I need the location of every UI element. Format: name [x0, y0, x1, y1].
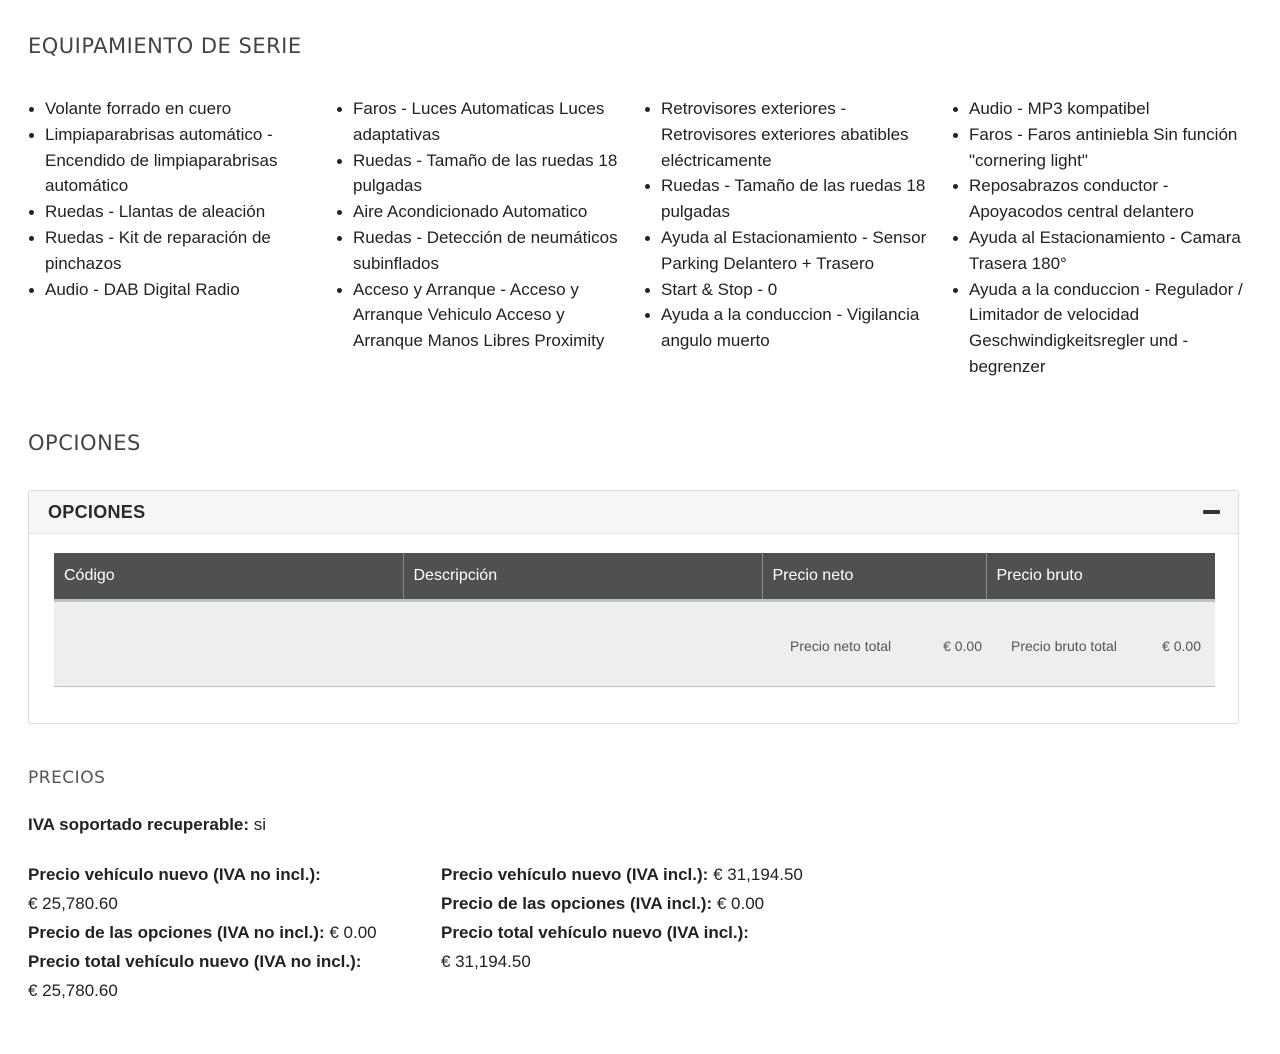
opciones-panel-title: OPCIONES: [48, 501, 146, 522]
precio-total-con-iva-value: € 31,194.50: [441, 952, 531, 971]
equipamiento-list: [24, 96, 1256, 380]
precio-nuevo-con-iva-value: € 31,194.50: [713, 865, 803, 884]
precio-bruto-total-value: € 0.00: [1162, 637, 1201, 654]
equipamiento-item: Faros - Faros antiniebla Sin función "cornering light": [969, 122, 1256, 174]
equipamiento-title: EQUIPAMIENTO DE SERIE: [28, 34, 302, 58]
opciones-table: [54, 553, 1215, 687]
opciones-panel: [28, 490, 1239, 724]
equipamiento-item: Ruedas - Tamaño de las ruedas 18 pulgadas: [353, 148, 640, 200]
column-header-descripcion[interactable]: Descripción: [403, 553, 762, 600]
equipamiento-item: Ruedas - Tamaño de las ruedas 18 pulgadas: [661, 173, 948, 225]
precio-neto-total-value: € 0.00: [943, 637, 982, 654]
precio-total-con-iva-label: Precio total vehículo nuevo (IVA incl.):: [441, 923, 749, 942]
precio-total-sin-iva-label: Precio total vehículo nuevo (IVA no incl.):: [28, 952, 362, 971]
equipamiento-item: Ayuda al Estacionamiento - Sensor Parking Delantero + Trasero: [661, 225, 948, 277]
equipamiento-item: Retrovisores exteriores - Retrovisores exteriores abatibles eléctricamente: [661, 96, 948, 173]
column-header-precio-bruto[interactable]: Precio bruto: [986, 553, 1215, 600]
precio-opciones-sin-iva-label: Precio de las opciones (IVA no incl.):: [28, 923, 325, 942]
opciones-panel-header[interactable]: [29, 491, 1238, 534]
collapse-icon[interactable]: [1202, 503, 1220, 521]
precio-nuevo-sin-iva-value: € 25,780.60: [28, 894, 118, 913]
column-header-precio-neto[interactable]: Precio neto: [762, 553, 986, 600]
equipamiento-item: Ruedas - Kit de reparación de pinchazos: [45, 225, 332, 277]
precio-bruto-total-label: Precio bruto total: [1011, 637, 1117, 654]
equipamiento-item: Reposabrazos conductor - Apoyacodos central delantero: [969, 173, 1256, 225]
precio-opciones-con-iva-label: Precio de las opciones (IVA incl.):: [441, 894, 713, 913]
iva-recuperable: [28, 815, 266, 835]
equipamiento-item: Volante forrado en cuero: [45, 96, 332, 122]
precio-nuevo-sin-iva-label: Precio vehículo nuevo (IVA no incl.):: [28, 865, 321, 884]
equipamiento-item: Ayuda al Estacionamiento - Camara Trasera 180°: [969, 225, 1256, 277]
equipamiento-item: Ayuda a la conduccion - Vigilancia angulo muerto: [661, 302, 948, 354]
column-header-codigo[interactable]: Código: [54, 553, 403, 600]
equipamiento-item: Start & Stop - 0: [661, 277, 948, 303]
iva-label: IVA soportado recuperable:: [28, 815, 250, 834]
precio-opciones-sin-iva-value: € 0.00: [329, 923, 377, 942]
table-totals-row: [54, 600, 1215, 686]
equipamiento-item: Acceso y Arranque - Acceso y Arranque Vehiculo Acceso y Arranque Manos Libres Proximity: [353, 277, 640, 354]
equipamiento-column-2: [332, 96, 640, 380]
equipamiento-column-3: [640, 96, 948, 380]
equipamiento-item: Ruedas - Detección de neumáticos subinflados: [353, 225, 640, 277]
precios-title: PRECIOS: [28, 768, 106, 788]
equipamiento-item: Limpiaparabrisas automático - Encendido de limpiaparabrisas automático: [45, 122, 332, 199]
precio-nuevo-con-iva-label: Precio vehículo nuevo (IVA incl.):: [441, 865, 709, 884]
equipamiento-column-4: [948, 96, 1256, 380]
equipamiento-item: Aire Acondicionado Automatico: [353, 199, 640, 225]
equipamiento-item: Ruedas - Llantas de aleación: [45, 199, 332, 225]
iva-value: si: [253, 815, 267, 834]
equipamiento-item: Audio - MP3 kompatibel: [969, 96, 1256, 122]
equipamiento-item: Audio - DAB Digital Radio: [45, 277, 332, 303]
precio-neto-total-label: Precio neto total: [790, 637, 892, 654]
equipamiento-column-1: [24, 96, 332, 380]
precio-opciones-con-iva-value: € 0.00: [716, 894, 765, 913]
opciones-section-title: OPCIONES: [28, 431, 141, 455]
precios-sin-iva: [28, 860, 428, 1005]
precios-con-iva: [441, 860, 861, 976]
equipamiento-item: Faros - Luces Automaticas Luces adaptativas: [353, 96, 640, 148]
precio-total-sin-iva-value: € 25,780.60: [28, 981, 118, 1000]
equipamiento-item: Ayuda a la conduccion - Regulador / Limitador de velocidad Geschwindigkeitsregler und -begrenzer: [969, 277, 1256, 380]
table-header-row: [54, 553, 1215, 600]
